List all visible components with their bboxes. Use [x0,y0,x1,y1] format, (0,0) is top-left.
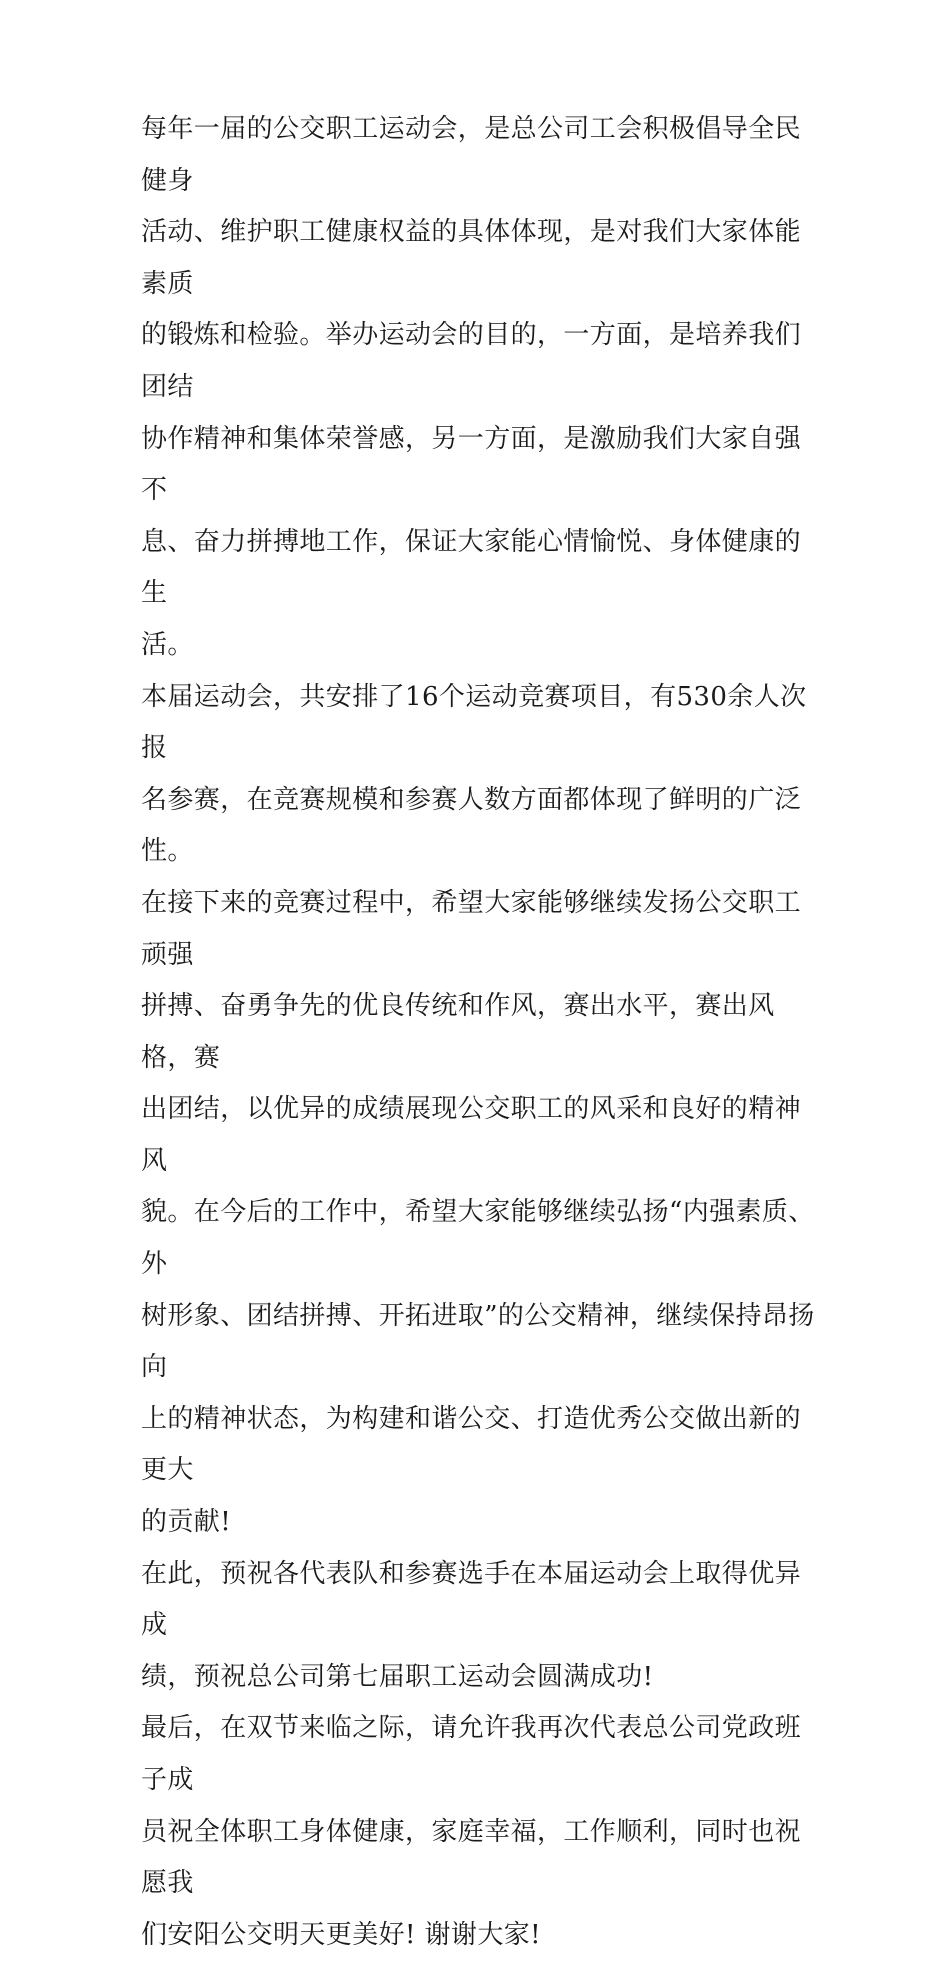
paragraph-sports-meet-purpose: 每年一届的公交职工运动会，是总公司工会积极倡导全民健身 活动、维护职工健康权益的具体体现，是对我们大家体能素质 的锻炼和检验。举办运动会的目的，一方面，是培养我们团结 协作精神和集体荣誉感，另一方面，是激励我们大家自强不 息、奋力拼搏地工作，保证大家能心情愉悦、身体健康的生 活。 [141,114,802,660]
document-body [141,104,821,1961]
paragraph-event-overview: 本届运动会，共安排了16个运动竞赛项目，有530余人次报 名参赛，在竞赛规模和参赛人数方面都体现了鲜明的广泛性。 在接下来的竞赛过程中，希望大家能够继续发扬公交职工顽强 拼搏、奋勇争先的优良传统和作风，赛出水平，赛出风格，赛 出团结，以优异的成绩展现公交职工的风采和良好的精神风 貌。在今后的工作中，希望大家能够继续弘扬“内强素质、外 树形象、团结拼搏、开拓进取”的公交精神，继续保持昂扬向 上的精神状态，为构建和谐公交、打造优秀公交做出新的更大 的贡献! [141,681,815,1538]
paragraph-best-wishes: 在此，预祝各代表队和参赛选手在本届运动会上取得优异成 绩，预祝总公司第七届职工运动会圆满成功! [141,1558,802,1692]
paragraph-closing-remarks: 最后，在双节来临之际，请允许我再次代表总公司党政班子成 员祝全体职工身体健康，家庭幸福，工作顺利，同时也祝愿我 们安阳公交明天更美好! 谢谢大家! [141,1713,802,1950]
